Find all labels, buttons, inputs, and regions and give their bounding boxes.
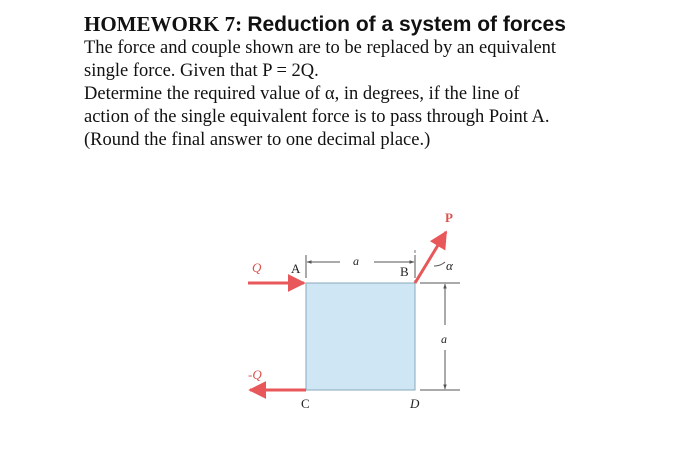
alpha-angle-arc [434, 262, 445, 266]
problem-line-5: (Round the final answer to one decimal place.) [84, 130, 431, 150]
label-point-b: B [400, 264, 409, 279]
problem-line-2: single force. Given that P = 2Q. [84, 61, 319, 81]
label-point-d: D [410, 396, 420, 411]
problem-line-1: The force and couple shown are to be replaced by an equivalent [84, 38, 557, 58]
square-plate [306, 283, 415, 390]
label-point-c: C [301, 396, 310, 411]
label-q-bottom: -Q [248, 367, 262, 382]
homework-topic: Reduction of a system of forces [247, 13, 566, 36]
label-p: P [445, 210, 453, 225]
label-a-right: a [441, 332, 447, 346]
top-dimension [306, 255, 415, 278]
force-p-arrow [415, 232, 446, 283]
homework-number: HOMEWORK 7: [84, 12, 243, 36]
label-q-top: Q [252, 260, 262, 275]
label-a-top: a [353, 254, 359, 268]
label-point-a: A [291, 261, 301, 276]
problem-line-3: Determine the required value of α, in degrees, if the line of [84, 84, 520, 104]
label-alpha: α [446, 258, 453, 273]
problem-line-4: action of the single equivalent force is to pass through Point A. [84, 107, 550, 127]
